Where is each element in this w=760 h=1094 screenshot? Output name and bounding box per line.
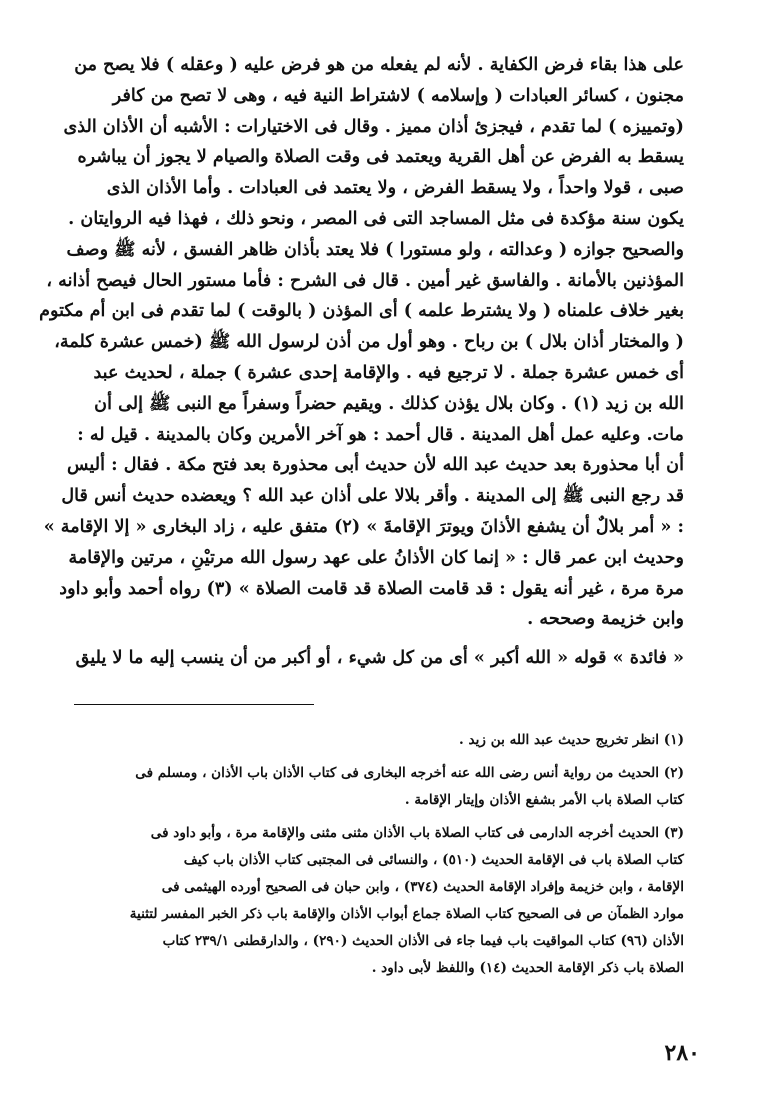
footnote-3-line: الأذان (٩٦) كتاب المواقيت باب فيما جاء فى الأذان الحديث (٢٩٠) ، والدارقطنى ٢٣٩/١ كتاب (162, 932, 684, 949)
text-line: (وتمييزه ) لما تقدم ، فيجزئ أذان مميز . وقال فى الاختيارات : الأشبه أن الأذان الذى (63, 115, 684, 137)
footnote-2-line: (٢) الحديث من رواية أنس رضى الله عنه أخرجه البخارى فى كتاب الأذان باب الأذان ، ومسلم فى (135, 764, 684, 781)
paragraph-gap (74, 635, 684, 643)
footnote-3-line: موارد الظمآن ص فى الصحيح كتاب الصلاة جماع أبواب الأذان والإقامة باب ذكر الخبر المفسر لتثنية (129, 905, 684, 922)
footnote-3-line: (٣) الحديث أخرجه الدارمى فى كتاب الصلاة باب الأذان مثنى مثنى والإقامة مرة ، وأبو داود فى (150, 824, 684, 841)
main-text (39, 50, 684, 674)
text-line: الله بن زيد (١) . وكان بلال يؤذن كذلك . ويقيم حضراً وسفراً مع النبى ﷺ إلى أن (94, 392, 684, 414)
text-line: بغير خلاف علمناه ( ولا يشترط علمه ) أى المؤذن ( بالوقت ) لما تقدم فى ابن أم مكتوم (39, 300, 684, 322)
text-line: على هذا بقاء فرض الكفاية . لأنه لم يفعله من هو فرض عليه ( وعقله ) فلا يصح من (74, 54, 684, 75)
text-line: وابن خزيمة وصححه . (527, 608, 684, 630)
footnote-2-line: كتاب الصلاة باب الأمر بشفع الأذان وإيتار الإقامة . (404, 791, 684, 808)
text-line: أى خمس عشرة جملة . لا ترجيع فيه . والإقامة إحدى عشرة ) جملة ، لحديث عبد (93, 361, 684, 383)
text-line: ( والمختار أذان بلال ) بن رباح . وهو أول من أذن لرسول الله ﷺ (خمس عشرة كلمة، (54, 331, 684, 353)
footnote-3-line: الإقامة ، وابن خزيمة وإفراد الإقامة الحديث (٣٧٤) ، وابن حبان فى الصحيح أورده الهيثمى فى (161, 878, 684, 895)
fawaid-line: « فائدة » قوله « الله أكبر » أى من كل شيء ، أو أكبر من أن ينسب إليه ما لا يليق (75, 647, 684, 669)
text-line: مات. وعليه عمل أهل المدينة . قال أحمد : هو آخر الأمرين وكان بالمدينة . قيل له : (77, 423, 684, 445)
text-line: مجنون ، كسائر العبادات ( وإسلامه ) لاشتراط النية فيه ، وهى لا تصح من كافر (112, 84, 684, 106)
text-line: المؤذنين بالأمانة . والفاسق غير أمين . قال فى الشرح : فأما مستور الحال فيصح أذانه ، (46, 269, 684, 291)
text-line: يسقط به الفرض عن أهل القرية ويعتمد فى وقت الصلاة والصيام لا يجوز أن يباشره (77, 146, 684, 168)
text-line: قد رجع النبى ﷺ إلى المدينة . وأقر بلالا على أذان عبد الله ؟ ويعضده حديث أنس قال (61, 485, 684, 507)
text-line: والصحيح جوازه ( وعدالته ، ولو مستورا ) فلا يعتد بأذان ظاهر الفسق ، لأنه ﷺ وصف (66, 238, 684, 260)
footnote-1: (١) انظر تخريج حديث عبد الله بن زيد . (459, 731, 684, 748)
footnote-separator (74, 704, 314, 705)
text-line: أن أبا محذورة بعد حديث عبد الله لأن حديث أبى محذورة بعد فتح مكة . فقال : أليس (66, 454, 684, 476)
footnote-3-line: كتاب الصلاة باب فى الإقامة الحديث (٥١٠) ، والنسائى فى المجتبى كتاب الأذان باب كيف (183, 851, 684, 868)
footnote-3-line: الصلاة باب ذكر الإقامة الحديث (١٤) واللفظ لأبى داود . (371, 959, 684, 976)
text-line: : « أمر بلالٌ أن يشفع الأذانَ ويوترَ الإقامةَ » (٢) متفق عليه ، زاد البخارى « إلا الإقامة » (43, 515, 684, 537)
text-line: وحديث ابن عمر قال : « إنما كان الأذانُ على عهد رسول الله مرتيْنِ ، مرتين والإقامة (68, 546, 684, 568)
text-line: مرة مرة ، غير أنه يقول : قد قامت الصلاة قد قامت الصلاة » (٣) رواه أحمد وأبو داود (59, 577, 684, 599)
text-line: صبى ، قولا واحداً ، ولا يسقط الفرض ، ولا يعتمد فى العبادات . وأما الأذان الذى (106, 177, 684, 199)
footnotes (74, 727, 684, 982)
page-number: ٢٨٠ (664, 1040, 700, 1066)
text-line: يكون سنة مؤكدة فى مثل المساجد التى فى المصر ، ونحو ذلك ، فهذا فيه الروايتان . (68, 207, 684, 229)
